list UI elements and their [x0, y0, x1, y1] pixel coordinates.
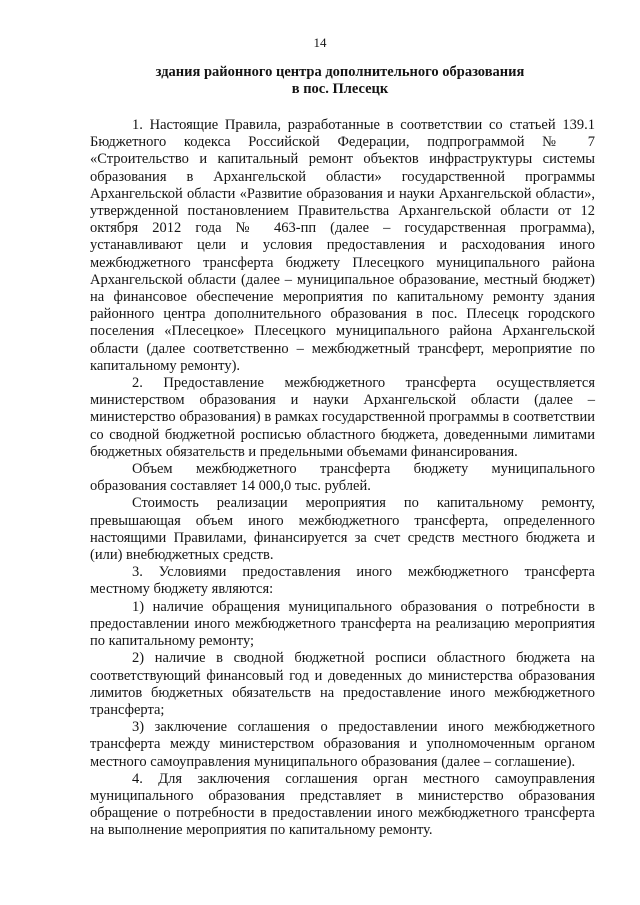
list-item-3: 3) заключение соглашения о предоставлении иного межбюджетного трансферта между министерством образования и уполномоченным органом местного самоуправления муниципального образования (далее – соглашение). [90, 719, 595, 770]
page-number: 14 [313, 35, 327, 50]
paragraph-6: 4. Для заключения соглашения орган местного самоуправления муниципального образования представляет в министерство образования обращение о потребности в предоставлении иного межбюджетного трансферта на выполнение мероприятия по капитальному ремонту. [90, 770, 595, 839]
paragraph-2: 2. Предоставление межбюджетного трансферта осуществляется министерством образования и науки Архангельской области (далее – министерство образования) в рамках государственной программы в соответствии со сводной бюджетной росписью областного бюджета, доведенными лимитами бюджетных обязательств и предельными объемами финансирования. [90, 375, 595, 460]
title-line-1: здания районного центра дополнительного образования [155, 64, 525, 80]
list-item-1: 1) наличие обращения муниципального образования о потребности в предоставлении иного межбюджетного трансферта на реализацию мероприятия по капитальному ремонту; [90, 598, 595, 650]
title-line-2: в пос. Плесецк [291, 81, 389, 97]
list-item-2: 2) наличие в сводной бюджетной росписи областного бюджета на соответствующий финансовый год и доведенных до министерства образования лимитов бюджетных обязательств на предоставление иного межбюджетного трансферта; [90, 650, 595, 718]
document-body [90, 117, 595, 840]
paragraph-5: 3. Условиями предоставления иного межбюджетного трансферта местному бюджету являются: [90, 564, 595, 598]
paragraph-1: 1. Настоящие Правила, разработанные в соответствии со статьей 139.1 Бюджетного кодекса Российской Федерации, подпрограммой № 7 «Строительство и капитальный ремонт объектов инфраструктуры системы образования в Архангельской области» государственной программы Архангельской области «Развитие образования и науки Архангельской области», утвержденной постановлением Правительства Архангельской области от 12 октября 2012 года № 463-пп (далее – государственная программа), устанавливают цели и условия предоставления и расходования иного межбюджетного трансферта бюджету Плесецкого муниципального района Архангельской области (далее – муниципальное образование, местный бюджет) на финансовое обеспечение мероприятия по капитальному ремонту здания районного центра дополнительного образования в пос. Плесецк городского поселения «Плесецкое» Плесецкого муниципального района Архангельской области (далее соответственно – межбюджетный трансферт, мероприятие по капитальному ремонту). [90, 117, 595, 374]
paragraph-3: Объем межбюджетного трансферта бюджету муниципального образования составляет 14 000,0 тыс. рублей. [90, 461, 595, 495]
paragraph-4: Стоимость реализации мероприятия по капитальному ремонту, превышающая объем иного межбюджетного трансферта, определенного настоящими Правилами, финансируется за счет средств местного бюджета и (или) внебюджетных средств. [90, 495, 595, 564]
section-title [90, 64, 590, 98]
